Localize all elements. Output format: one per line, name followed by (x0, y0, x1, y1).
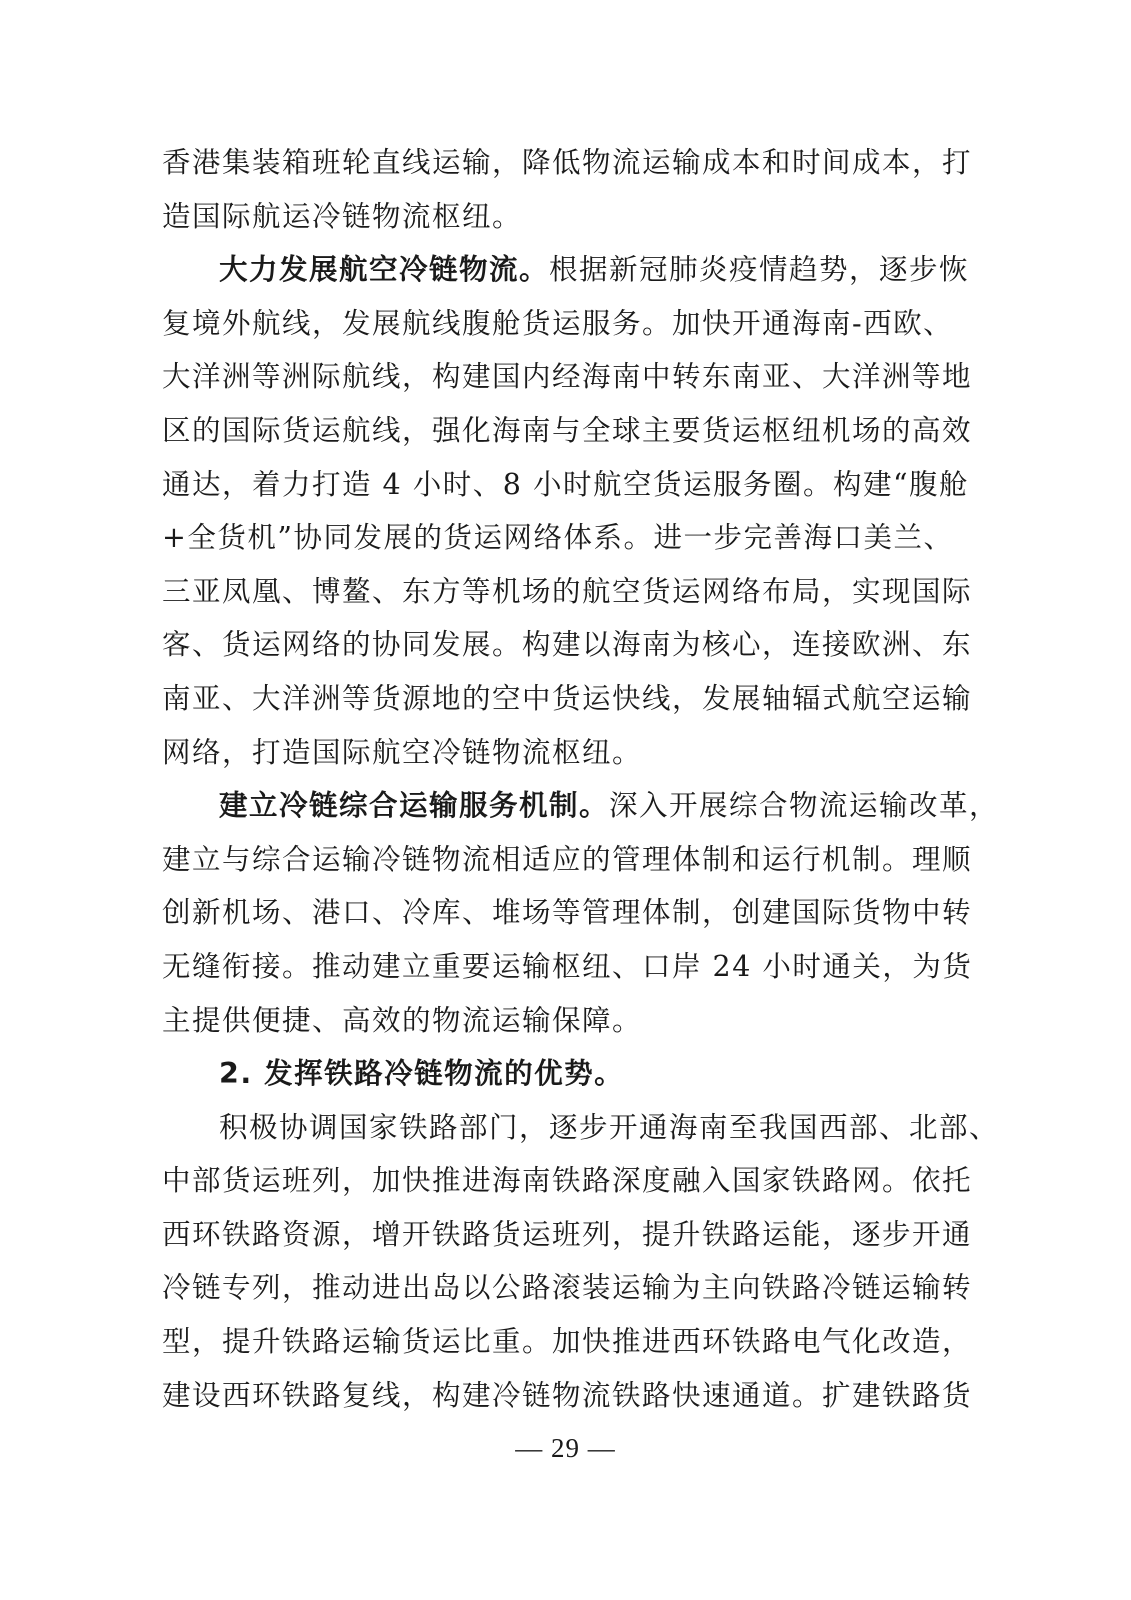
line-text: 南亚、大洋洲等货源地的空中货运快线，发展轴辐式航空运输 (162, 681, 973, 715)
text-line (162, 886, 973, 940)
paragraph-heading: 建立冷链综合运输服务机制。 (219, 789, 610, 823)
line-text: 建设西环铁路复线，构建冷链物流铁路快速通道。扩建铁路货 (162, 1378, 973, 1412)
text-line (162, 565, 973, 619)
line-text: 型，提升铁路运输货运比重。加快推进西环铁路电气化改造， (162, 1325, 973, 1359)
text-line (162, 994, 962, 1048)
paragraph-first-line (162, 243, 970, 297)
line-text: 造国际航运冷链物流枢纽。 (162, 199, 523, 233)
line-text: 大洋洲等洲际航线，构建国内经海南中转东南亚、大洋洲等地 (162, 360, 973, 394)
line-text: 主提供便捷、高效的物流运输保障。 (162, 1003, 643, 1037)
line-text: 建立与综合运输冷链物流相适应的管理体制和运行机制。理顺 (162, 842, 973, 876)
text-line (162, 190, 962, 244)
text-line (162, 726, 962, 780)
page-number: — 29 — (515, 1433, 616, 1463)
line-text: 网络，打造国际航空冷链物流枢纽。 (162, 735, 643, 769)
text-line (162, 404, 973, 458)
text-line (162, 350, 973, 404)
line-text: 西环铁路资源，增开铁路货运班列，提升铁路运能，逐步开通 (162, 1217, 973, 1251)
text-line (162, 940, 973, 994)
line-text: 香港集装箱班轮直线运输，降低物流运输成本和时间成本，打 (162, 146, 973, 179)
text-line (162, 458, 970, 512)
text-line (162, 1315, 973, 1369)
text-line (162, 1261, 973, 1315)
line-text: 复境外航线，发展航线腹舱货运服务。加快开通海南-西欧、 (162, 306, 954, 340)
text-line (162, 1154, 973, 1208)
line-text: 根据新冠肺炎疫情趋势，逐步恢 (549, 253, 970, 287)
text-line (162, 1208, 973, 1262)
line-text: 积极协调国家铁路部门，逐步开通海南至我国西部、北部、 (219, 1110, 1000, 1144)
text-line (162, 297, 962, 351)
line-text: 创新机场、港口、冷库、堆场等管理体制，创建国际货物中转 (162, 896, 973, 930)
text-line (162, 1369, 973, 1423)
paragraph-first-line (162, 1101, 1000, 1155)
text-line (162, 833, 973, 887)
text-line (162, 136, 973, 190)
line-text: 无缝衔接。推动建立重要运输枢纽、口岸 24 小时通关，为货 (162, 949, 973, 983)
paragraph-heading: 大力发展航空冷链物流。 (219, 253, 550, 287)
paragraph-first-line (162, 779, 1000, 833)
section-heading (162, 1047, 962, 1101)
section-heading-text: 2. 发挥铁路冷链物流的优势。 (219, 1057, 625, 1091)
line-text: +全货机”协同发展的货运网络体系。进一步完善海口美兰、 (162, 521, 954, 555)
text-line (162, 618, 973, 672)
line-text: 区的国际货运航线，强化海南与全球主要货运枢纽机场的高效 (162, 413, 973, 447)
line-text: 中部货运班列，加快推进海南铁路深度融入国家铁路网。依托 (162, 1164, 973, 1198)
line-text: 客、货运网络的协同发展。构建以海南为核心，连接欧洲、东 (162, 628, 973, 662)
line-text: 冷链专列，推动进出岛以公路滚装运输为主向铁路冷链运输转 (162, 1271, 973, 1305)
line-text: 深入开展综合物流运输改革， (609, 789, 1000, 823)
text-line (162, 511, 962, 565)
line-text: 通达，着力打造 4 小时、8 小时航空货运服务圈。构建“腹舱 (162, 467, 970, 501)
document-body (162, 136, 1000, 1422)
line-text: 三亚凤凰、博鳌、东方等机场的航空货运网络布局，实现国际 (162, 574, 973, 608)
text-line (162, 672, 973, 726)
